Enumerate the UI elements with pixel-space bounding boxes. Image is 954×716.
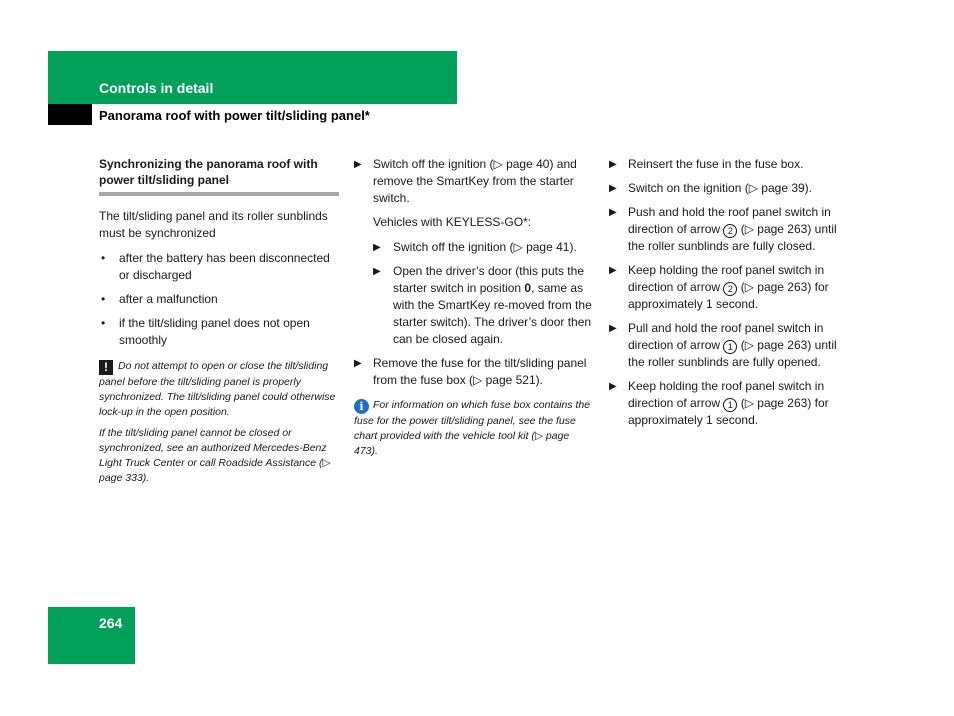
step-arrow-icon: ▶	[609, 265, 617, 276]
info-icon: i	[354, 399, 369, 414]
arrow-2-icon: 2	[723, 282, 737, 296]
arrow-1-icon: 1	[723, 340, 737, 354]
step-item: ▶ Remove the fuse for the tilt/sliding panel from the fuse box (▷ page 521).	[354, 356, 587, 387]
procedure-heading: Synchronizing the panorama roof with power tilt/sliding panel	[99, 156, 339, 196]
warning-icon: !	[99, 360, 113, 375]
step-arrow-icon: ▶	[373, 242, 381, 253]
step-arrow-icon: ▶	[354, 358, 362, 369]
header-band	[48, 51, 457, 104]
step-arrow-icon: ▶	[609, 207, 617, 218]
step-item: ▶ Keep holding the roof panel switch in direction of arrow 2 (▷ page 263) for approximately 1 second.	[609, 263, 829, 311]
column-2	[354, 156, 594, 465]
step-item: ▶ Switch on the ignition (▷ page 39).	[609, 181, 813, 195]
step-arrow-icon: ▶	[609, 381, 617, 392]
roadside-note: If the tilt/sliding panel cannot be closed or synchronized, see an authorized Mercedes-Benz Light Truck Center or call Roadside Assistance (▷ page 333).	[99, 427, 331, 484]
page-number: 264	[99, 615, 123, 631]
step-arrow-icon: ▶	[354, 159, 362, 170]
list-item: • after a malfunction	[101, 292, 218, 306]
intro-text: The tilt/sliding panel and its roller sunblinds must be synchronized	[99, 209, 328, 240]
step-item: ▶ Push and hold the roof panel switch in direction of arrow 2 (▷ page 263) until the roller sunblinds are fully closed.	[609, 205, 837, 253]
step-item: ▶ Keep holding the roof panel switch in direction of arrow 1 (▷ page 263) for approximately 1 second.	[609, 379, 829, 427]
column-3	[609, 156, 849, 436]
arrow-1-icon: 1	[723, 398, 737, 412]
subsection-title: Panorama roof with power tilt/sliding panel*	[99, 108, 370, 123]
info-note: i For information on which fuse box contains the fuse for the power tilt/sliding panel, see the fuse chart provided with the vehicle tool kit (▷ page 473).	[354, 399, 591, 457]
step-arrow-icon: ▶	[609, 323, 617, 334]
list-item: • after the battery has been disconnected or discharged	[101, 251, 330, 282]
warning-note: ! Do not attempt to open or close the tilt/sliding panel before the tilt/sliding panel is properly synchronized. The tilt/sliding panel could otherwise lock-up in the open position.	[99, 360, 336, 418]
step-item: ▶ Switch off the ignition (▷ page 40) and remove the SmartKey from the starter switch.	[354, 157, 577, 205]
list-item: • if the tilt/sliding panel does not open smoothly	[101, 316, 310, 347]
step-item: ▶ Pull and hold the roof panel switch in direction of arrow 1 (▷ page 263) until the roller sunblinds are fully opened.	[609, 321, 837, 369]
step-item: ▶ Reinsert the fuse in the fuse box.	[609, 157, 804, 171]
step-item: ▶ Open the driver’s door (this puts the starter switch in position 0, same as with the SmartKey re-moved from the starter switch). The driver’s door then can be closed again.	[373, 264, 592, 346]
step-arrow-icon: ▶	[609, 159, 617, 170]
header-marker	[48, 104, 92, 125]
arrow-2-icon: 2	[723, 224, 737, 238]
step-arrow-icon: ▶	[609, 183, 617, 194]
column-1	[99, 156, 339, 492]
bullet-icon: •	[101, 316, 106, 330]
step-item: ▶ Switch off the ignition (▷ page 41).	[373, 240, 577, 254]
step-arrow-icon: ▶	[373, 266, 381, 277]
bullet-icon: •	[101, 292, 106, 306]
section-title: Controls in detail	[99, 80, 214, 96]
bullet-icon: •	[101, 251, 106, 265]
keyless-heading: Vehicles with KEYLESS-GO*:	[373, 215, 532, 229]
